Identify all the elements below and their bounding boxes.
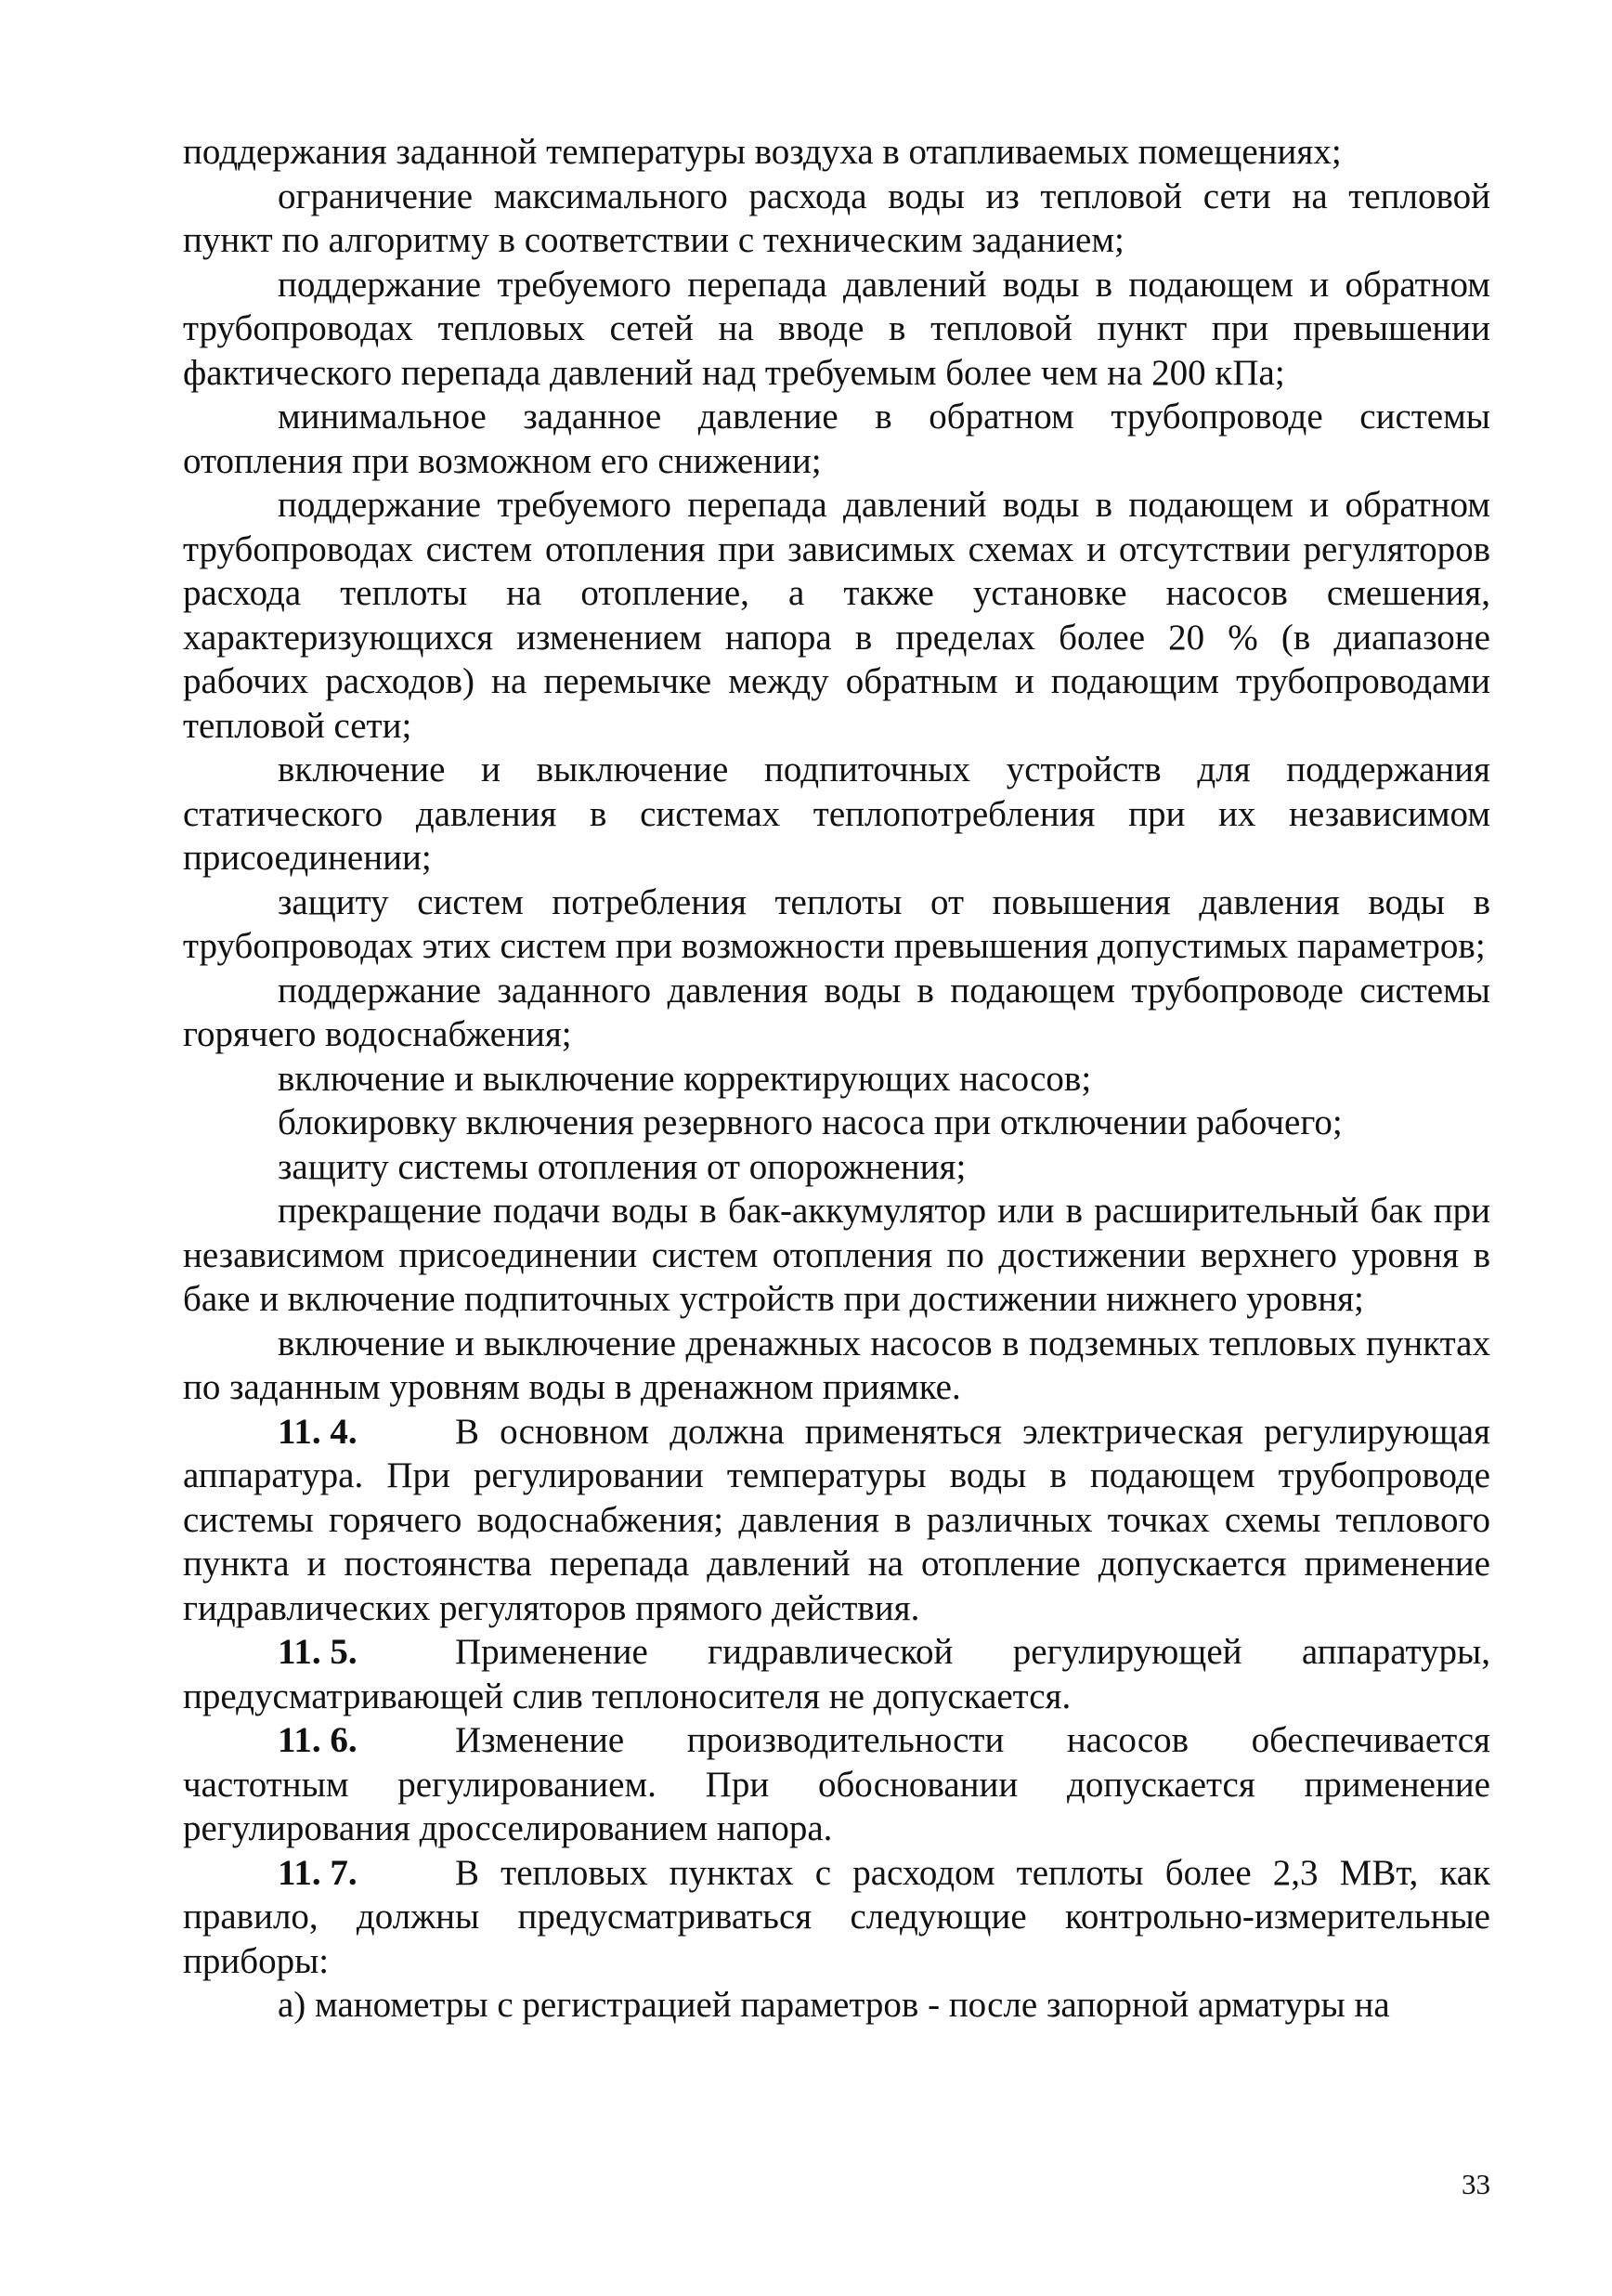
paragraph-list-item: поддержание требуемого перепада давлений воды в подающем и обратном трубопроводах тепловых сетей на вводе в тепловой пункт при превышении фактического перепада давлений над требуемым более чем на 200 кПа;: [183, 264, 1490, 393]
paragraph-list-item: включение и выключение дренажных насосов в подземных тепловых пунктах по заданным уровням воды в дренажном приямке.: [183, 1323, 1490, 1407]
paragraph-list-item: блокировку включения резервного насоса при отключении рабочего;: [278, 1102, 1343, 1142]
paragraph-list-item: ограничение максимального расхода воды из тепловой сети на тепловой пункт по алгоритму в соответствии с техническим заданием;: [183, 176, 1490, 260]
section-text: В основном должна применяться электрическая регулирующая аппаратура. При регулировании температуры воды в подающем трубопроводе системы горячего водоснабжения; давления в различных точках схемы теплового пункта и постоянства перепада давлений на отопление допускается применение гидравлических регуляторов прямого действия.: [183, 1411, 1490, 1628]
section-text: Применение гидравлической регулирующей аппаратуры, предусматривающей слив теплоносителя не допускается.: [183, 1632, 1490, 1716]
paragraph-list-item: поддержание заданного давления воды в подающем трубопроводе системы горячего водоснабжения;: [183, 970, 1490, 1054]
section-number: 11. 7.: [278, 1852, 358, 1893]
document-body: [183, 130, 1490, 2028]
section-text: Изменение производительности насосов обеспечивается частотным регулированием. При обосновании допускается применение регулирования дросселированием напора.: [183, 1720, 1490, 1848]
paragraph-list-item: а) манометры с регистрацией параметров - после запорной арматуры на: [278, 1985, 1390, 2025]
paragraph-list-item: поддержание требуемого перепада давлений воды в подающем и обратном трубопроводах систем отопления при зависимых схемах и отсутствии регуляторов расхода теплоты на отопление, а также установке насосов смешения, характеризующихся изменением напора в пределах более 20 % (в диапазоне рабочих расходов) на перемычке между обратным и подающим трубопроводами тепловой сети;: [183, 485, 1490, 746]
section-11-4: [183, 1410, 1490, 1631]
paragraph-list-item: защиту системы отопления от опорожнения;: [278, 1146, 967, 1187]
section-number: 11. 5.: [278, 1632, 358, 1672]
page-number: 33: [1462, 2168, 1490, 2200]
section-text: В тепловых пунктах с расходом теплоты более 2,3 МВт, как правило, должны предусматриваться следующие контрольно-измерительные приборы:: [183, 1852, 1490, 1981]
paragraph-list-item: прекращение подачи воды в бак-аккумулятор или в расширительный бак при независимом присоединении систем отопления по достижении верхнего уровня в баке и включение подпиточных устройств при достижении нижнего уровня;: [183, 1191, 1490, 1319]
section-11-7: [183, 1851, 1490, 1984]
paragraph-list-item: включение и выключение корректирующих насосов;: [278, 1058, 1092, 1099]
paragraph-list-item: включение и выключение подпиточных устройств для поддержания статического давления в системах теплопотребления при их независимом присоединении;: [183, 750, 1490, 878]
section-11-5: [183, 1630, 1490, 1718]
paragraph-continuation: поддержания заданной температуры воздуха в отапливаемых помещениях;: [183, 132, 1342, 172]
paragraph-list-item: защиту систем потребления теплоты от повышения давления воды в трубопроводах этих систем при возможности превышения допустимых параметров;: [183, 881, 1490, 966]
section-number: 11. 4.: [278, 1411, 358, 1452]
section-number: 11. 6.: [278, 1720, 358, 1760]
section-11-6: [183, 1718, 1490, 1851]
paragraph-list-item: минимальное заданное давление в обратном трубопроводе системы отопления при возможном его снижении;: [183, 397, 1490, 481]
